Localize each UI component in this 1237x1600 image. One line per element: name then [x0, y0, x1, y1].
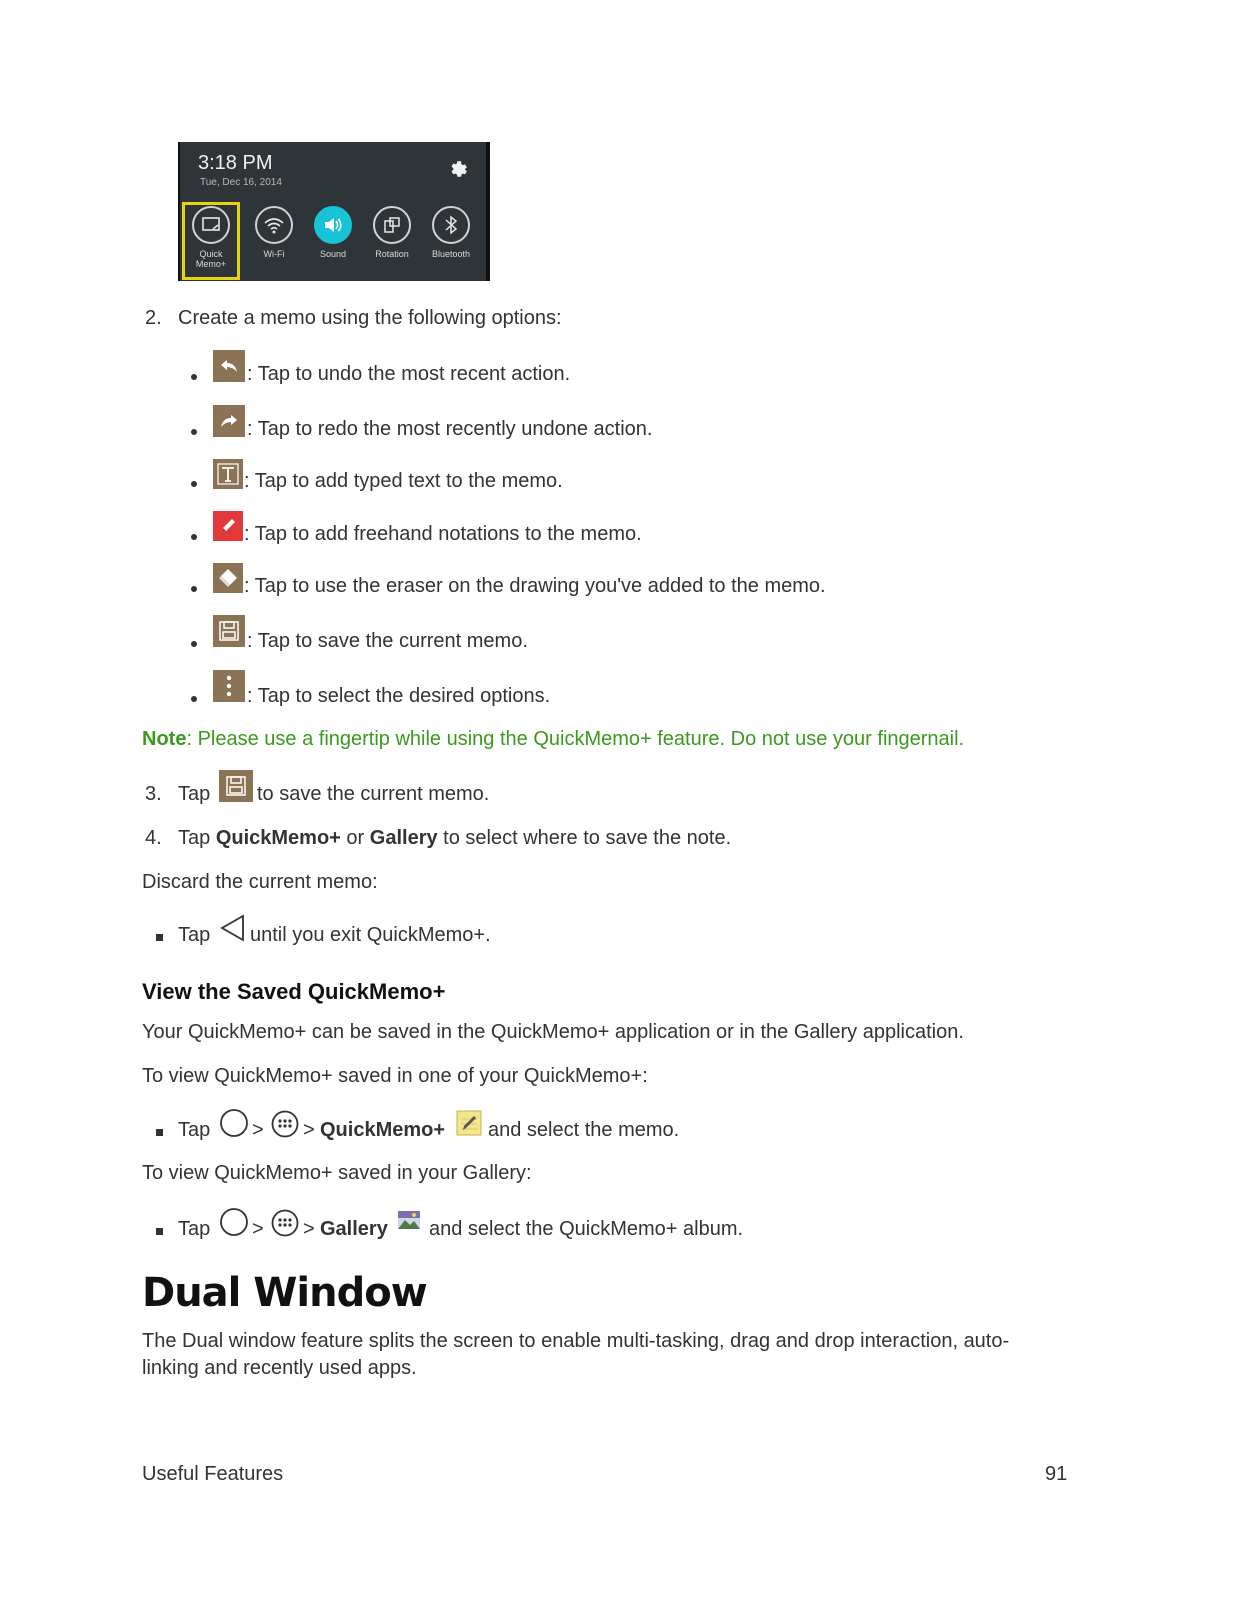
view-tap: Tap [178, 1119, 211, 1141]
separator: > [303, 1218, 315, 1240]
quickmemo-app-label: QuickMemo+ [320, 1119, 446, 1141]
option-text: : Tap to undo the most recent action. [247, 363, 571, 385]
gallery-bold: Gallery [369, 827, 438, 849]
page-number: 91 [1045, 1463, 1068, 1485]
step-number: 4. [145, 827, 162, 849]
square-bullet [156, 1129, 163, 1136]
view-text: and select the QuickMemo+ album. [429, 1218, 744, 1240]
option-text: : Tap to redo the most recently undone action. [247, 418, 653, 440]
separator: > [252, 1119, 264, 1141]
bullet [191, 481, 197, 487]
pen-icon [213, 511, 243, 541]
option-text: : Tap to add typed text to the memo. [244, 470, 563, 492]
rotation-toggle [365, 204, 419, 278]
toggle-label: Rotation [375, 249, 409, 259]
or-text: or [346, 827, 365, 849]
gear-icon [448, 158, 470, 180]
menu-icon [213, 670, 245, 702]
toggle-label: Wi-Fi [263, 249, 285, 259]
bluetooth-toggle [424, 204, 478, 278]
quickmemo-icon [192, 206, 230, 244]
bullet [191, 696, 197, 702]
section-heading: View the Saved QuickMemo+ [142, 979, 446, 1004]
step-4-tap: Tap [178, 827, 211, 849]
home-icon [219, 1207, 249, 1237]
step-2-text: Create a memo using the following options: [178, 307, 562, 329]
redo-icon [213, 405, 245, 437]
discard-tap: Tap [178, 924, 211, 946]
step-3-tap: Tap [178, 783, 211, 805]
apps-icon [270, 1208, 300, 1238]
step-number: 2. [145, 307, 162, 329]
option-text: : Tap to add freehand notations to the memo. [244, 523, 642, 545]
gallery-app-icon [397, 1210, 421, 1232]
note-label: Note [142, 728, 187, 750]
wifi-toggle [247, 204, 301, 278]
note-text: : Please use a fingertip while using the QuickMemo+ feature. Do not use your fingernail. [186, 728, 965, 750]
step-4-text [178, 826, 731, 850]
bullet [191, 641, 197, 647]
eraser-icon [213, 563, 243, 593]
discard-intro: Discard the current memo: [142, 871, 378, 893]
apps-icon [270, 1109, 300, 1139]
bluetooth-icon [432, 206, 470, 244]
home-icon [219, 1108, 249, 1138]
discard-text: until you exit QuickMemo+. [250, 924, 491, 946]
quick-settings-screenshot [178, 142, 490, 281]
square-bullet [156, 934, 163, 941]
save-icon [213, 615, 245, 647]
option-text: : Tap to select the desired options. [247, 685, 551, 707]
quickmemo-toggle [184, 204, 238, 278]
rotation-icon [373, 206, 411, 244]
save-icon [219, 770, 253, 802]
undo-icon [213, 350, 245, 382]
toggle-label: Bluetooth [431, 249, 471, 259]
note [142, 727, 964, 751]
panel-date: Tue, Dec 16, 2014 [200, 177, 282, 188]
page-heading: Dual Window [142, 1270, 427, 1316]
quickmemo-app-icon [456, 1110, 482, 1136]
bullet [191, 534, 197, 540]
dual-paragraph-line-2: linking and recently used apps. [142, 1357, 417, 1379]
view-text: and select the memo. [488, 1119, 680, 1141]
dual-paragraph-line-1: The Dual window feature splits the screen to enable multi-tasking, drag and drop interaction, auto- [142, 1330, 1010, 1352]
quickmemo-bold: QuickMemo+ [215, 827, 341, 849]
view-paragraph-2: To view QuickMemo+ saved in one of your QuickMemo+: [142, 1065, 648, 1087]
view-paragraph-1: Your QuickMemo+ can be saved in the QuickMemo+ application or in the Gallery application. [142, 1021, 964, 1043]
toggle-label: Quick [199, 249, 223, 259]
sound-toggle [306, 204, 360, 278]
view-paragraph-3: To view QuickMemo+ saved in your Gallery: [142, 1162, 532, 1184]
toggle-label: Sound [319, 249, 347, 259]
bullet [191, 374, 197, 380]
bullet [191, 586, 197, 592]
step-number: 3. [145, 783, 162, 805]
sound-icon [314, 206, 352, 244]
toggle-label: Memo+ [195, 259, 227, 269]
wifi-icon [255, 206, 293, 244]
separator: > [252, 1218, 264, 1240]
back-icon [219, 913, 247, 943]
option-text: : Tap to save the current memo. [247, 630, 528, 652]
panel-time: 3:18 PM [198, 152, 273, 174]
gallery-app-label: Gallery [320, 1218, 388, 1240]
square-bullet [156, 1228, 163, 1235]
footer-section: Useful Features [142, 1463, 284, 1485]
option-text: : Tap to use the eraser on the drawing you've added to the memo. [244, 575, 826, 597]
step-4-rest: to select where to save the note. [443, 827, 732, 849]
text-icon [213, 459, 243, 489]
step-3-text: to save the current memo. [257, 783, 490, 805]
view-tap: Tap [178, 1218, 211, 1240]
bullet [191, 429, 197, 435]
separator: > [303, 1119, 315, 1141]
